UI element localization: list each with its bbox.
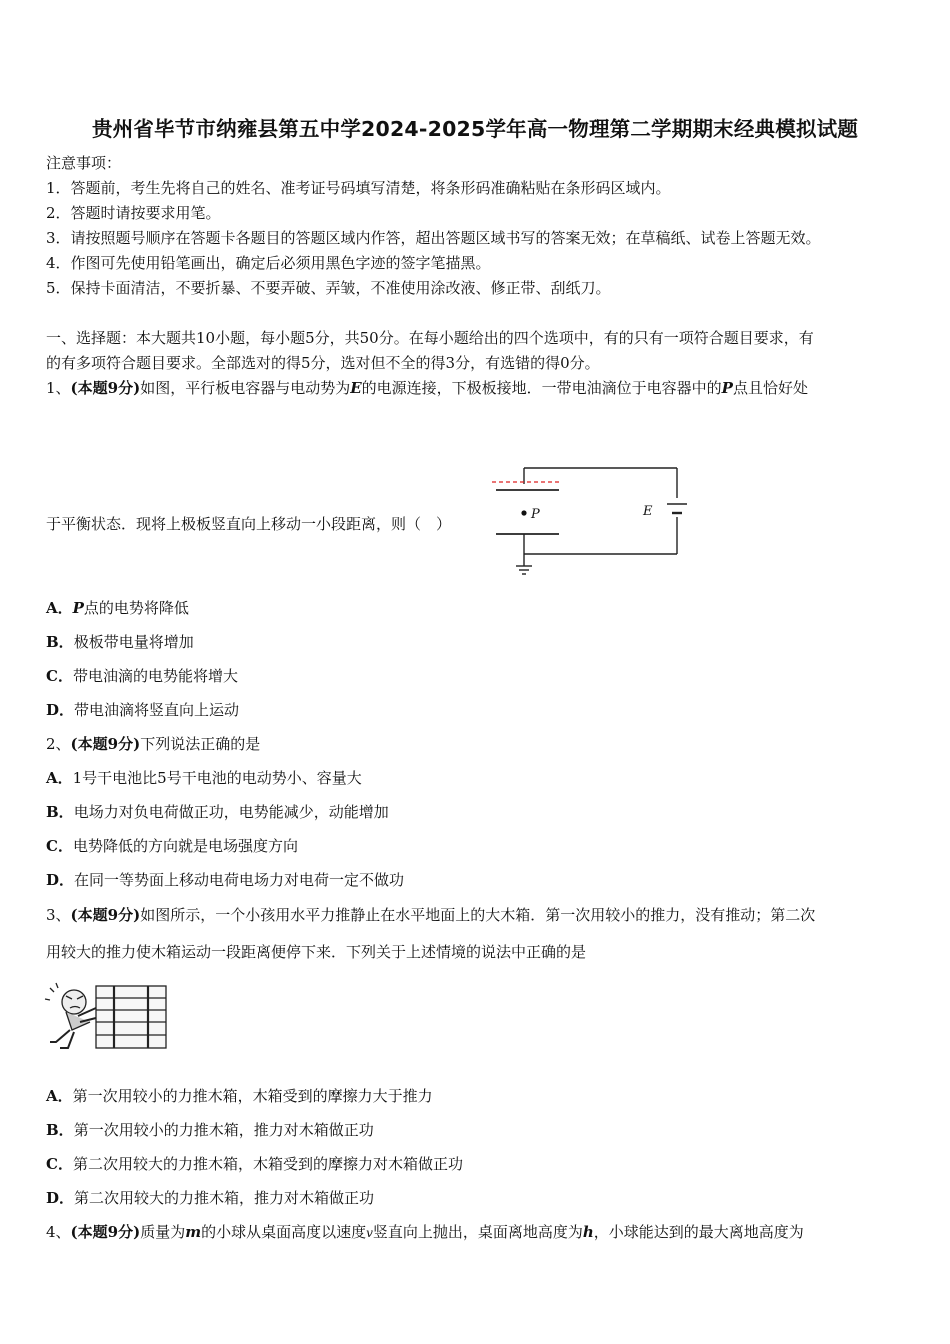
- q1-text-b: 的电源连接，下极板接地．一带电油滴位于电容器中的: [361, 379, 722, 397]
- q2-option-c-text: 电势降低的方向就是电场强度方向: [72, 837, 298, 855]
- section-instructions-line2: 的有多项符合题目要求。全部选对的得5分，选对但不全的得3分，有选错的得0分。: [46, 354, 600, 372]
- q3-option-c: [46, 1153, 463, 1174]
- q3-option-a: [46, 1085, 433, 1106]
- q1-stem-line2: 于平衡状态．现将上极板竖直向上移动一小段距离，则（ ）: [46, 515, 452, 533]
- q2-option-c-letter: C．: [46, 837, 73, 855]
- q2-option-d-letter: D．: [46, 871, 75, 889]
- q3-text: 如图所示，一个小孩用水平力推静止在水平地面上的大木箱．第一次用较小的推力，没有推动；第二次: [140, 906, 816, 924]
- q2-number: 2、: [46, 735, 71, 753]
- q1-symbol-e: E: [350, 379, 362, 397]
- q2-option-b: [46, 801, 389, 822]
- q3-option-b-letter: B．: [46, 1121, 74, 1139]
- emf-e-label: E: [643, 504, 653, 519]
- q1-option-d: [46, 699, 239, 720]
- q1-tag: (本题9分): [70, 379, 141, 397]
- notice-heading: 注意事项：: [46, 154, 122, 172]
- q3-option-d-letter: D．: [46, 1189, 75, 1207]
- point-p-label: P: [531, 507, 540, 522]
- q4-number: 4、: [46, 1223, 71, 1241]
- notice-item-2: 2．答题时请按要求用笔。: [46, 204, 221, 222]
- oil-drop-point: [521, 510, 526, 515]
- q4-text-b: 的小球从桌面高度以速度: [201, 1223, 367, 1241]
- q3-option-a-text: 第一次用较小的力推木箱，木箱受到的摩擦力大于推力: [72, 1087, 433, 1105]
- q4-stem: [46, 1221, 804, 1242]
- q4-text-a: 质量为: [140, 1223, 186, 1241]
- q2-option-d: [46, 869, 404, 890]
- page-title: 贵州省毕节市纳雍县第五中学2024-2025学年高一物理第二学期期末经典模拟试题: [91, 117, 859, 141]
- q1-option-c: [46, 665, 238, 686]
- notice-item-3: 3．请按照题号顺序在答题卡各题目的答题区域内作答，超出答题区域书写的答案无效；在草稿纸、试卷上答题无效。: [46, 229, 821, 247]
- q2-option-b-text: 电场力对负电荷做正功，电势能减少，动能增加: [73, 803, 389, 821]
- q1-option-b-text: 极板带电量将增加: [73, 633, 194, 651]
- q3-option-b: [46, 1119, 374, 1140]
- q1-option-c-text: 带电油滴的电势能将增大: [72, 667, 238, 685]
- child-pushing-box-illustration: [44, 980, 172, 1054]
- notice-item-1: 1．答题前，考生先将自己的姓名、准考证号码填写清楚，将条形码准确粘贴在条形码区域内。: [46, 179, 671, 197]
- q1-text-a: 如图，平行板电容器与电动势为: [140, 379, 351, 397]
- q1-text-c: 点且恰好处: [732, 379, 808, 397]
- q3-option-a-letter: A．: [46, 1087, 73, 1105]
- q2-tag: (本题9分): [70, 735, 141, 753]
- q2-option-d-text: 在同一等势面上移动电荷电场力对电荷一定不做功: [74, 871, 405, 889]
- section-instructions-line1: 一、选择题：本大题共10小题，每小题5分，共50分。在每小题给出的四个选项中，有的只有一项符合题目要求，有: [46, 329, 814, 347]
- q4-symbol-v: v: [366, 1226, 373, 1240]
- effort-lines: [45, 983, 58, 1000]
- q1-stem: [46, 377, 808, 398]
- q4-symbol-h: h: [582, 1223, 594, 1241]
- q1-option-d-text: 带电油滴将竖直向上运动: [74, 701, 240, 719]
- q1-option-b: [46, 631, 194, 652]
- q4-text-d: ，小球能达到的最大离地高度为: [593, 1223, 804, 1241]
- child-legs: [50, 1030, 74, 1048]
- q1-option-a: [46, 597, 189, 618]
- q1-number: 1、: [46, 379, 71, 397]
- q2-option-c: [46, 835, 298, 856]
- q3-option-b-text: 第一次用较小的力推木箱，推力对木箱做正功: [73, 1121, 374, 1139]
- q2-option-a-letter: A．: [46, 769, 73, 787]
- q3-option-c-letter: C．: [46, 1155, 73, 1173]
- notice-item-4: 4．作图可先使用铅笔画出，确定后必须用黑色字迹的签字笔描黑。: [46, 254, 491, 272]
- q1-option-a-text: 点的电势将降低: [83, 599, 189, 617]
- q1-option-b-letter: B．: [46, 633, 74, 651]
- q2-stem: [46, 733, 260, 754]
- q3-number: 3、: [46, 906, 71, 924]
- q3-stem: [46, 904, 815, 925]
- q3-tag: (本题9分): [70, 906, 141, 924]
- crate-body: [96, 986, 166, 1048]
- q1-symbol-p: P: [721, 379, 733, 397]
- child-head: [62, 990, 86, 1014]
- q2-option-a-text: 1号干电池比5号干电池的电动势小、容量大: [72, 769, 362, 787]
- q1-option-a-letter: A．: [46, 599, 73, 617]
- q3-option-d: [46, 1187, 374, 1208]
- q3-stem-line2: 用较大的推力使木箱运动一段距离便停下来．下列关于上述情境的说法中正确的是: [46, 943, 587, 961]
- q1-option-c-letter: C．: [46, 667, 73, 685]
- q2-text: 下列说法正确的是: [140, 735, 261, 753]
- q1-option-d-letter: D．: [46, 701, 75, 719]
- capacitor-circuit-diagram: [486, 462, 696, 580]
- q4-symbol-m: m: [185, 1223, 202, 1241]
- q2-option-b-letter: B．: [46, 803, 74, 821]
- q4-text-c: 竖直向上抛出，桌面离地高度为: [372, 1223, 583, 1241]
- q2-option-a: [46, 767, 362, 788]
- q1-option-a-symbol: P: [72, 599, 84, 617]
- notice-item-5: 5．保持卡面清洁，不要折暴、不要弄破、弄皱，不准使用涂改液、修正带、刮纸刀。: [46, 279, 611, 297]
- q4-tag: (本题9分): [70, 1223, 141, 1241]
- q3-option-d-text: 第二次用较大的力推木箱，推力对木箱做正功: [74, 1189, 375, 1207]
- q3-option-c-text: 第二次用较大的力推木箱，木箱受到的摩擦力对木箱做正功: [72, 1155, 463, 1173]
